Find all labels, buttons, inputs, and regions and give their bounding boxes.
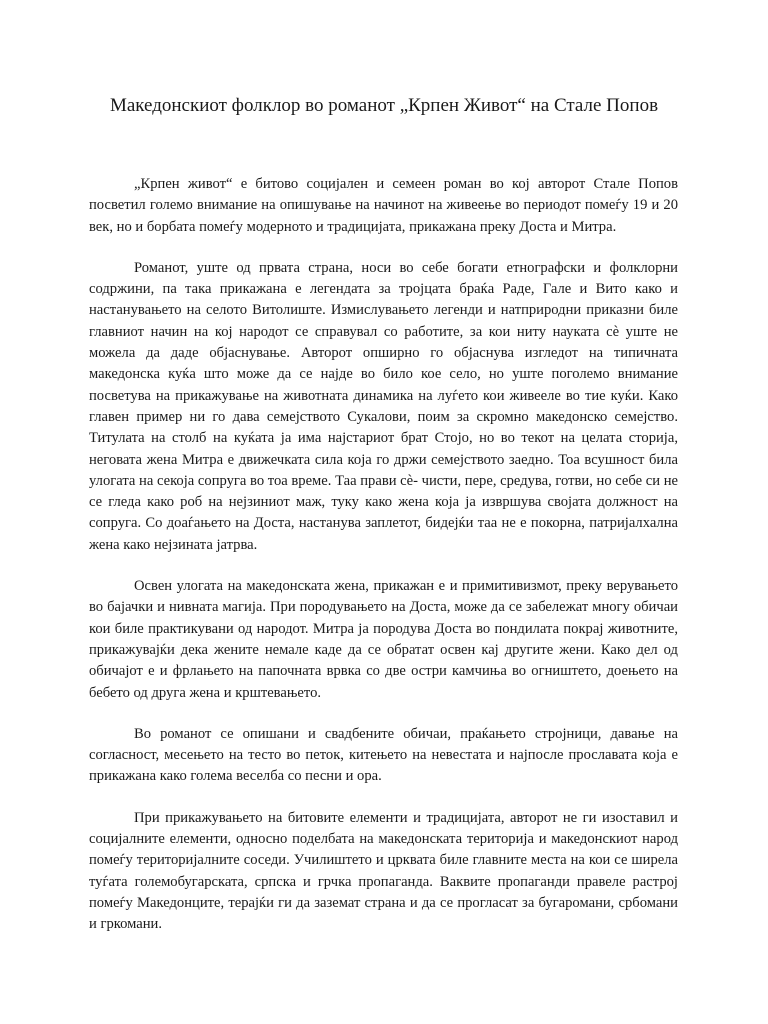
paragraph-5: При прикажувањето на битовите елементи и традицијата, авторот не ги изоставил и социјалните елементи, односно поделбата на македонската територија и македонскиот народ помеѓу териториjалните соседи. Училиштето и црквата биле главните места на кои се ширела туѓата големобугарската, српска и грчка пропаганда. Ваквите пропаганди правеле растрој помеѓу Македонците, терајќи ги да заземат страна и да се прогласат за бугаромани, србомани и гркомани.: [89, 809, 678, 933]
paragraph-4: Во романот се опишани и свадбените обичаи, праќањето стројници, давање на согласност, месењето на тесто во петок, китењето на невестата и најпосле прославата која е прикажана како голема веселба со песни и ора.: [89, 725, 678, 785]
document-body: [89, 174, 678, 956]
paragraph-2: Романот, уште од првата страна, носи во себе богати етнографски и фолклорни содржини, па така прикажана е легендата за тројцата браќа Раде, Гале и Вито како и настанувањето на селото Витолиште. Измислувањето легенди и натприродни приказни биле главниот начин на кој народот се справувал со работите, за кои ниту науката сè уште не можела да даде објаснување. Авторот опширно го објаснува изгледот на типичната македонска куќа што може да се најде во било кое село, но уште поголемо внимание посветува на прикажување на животната динамика на луѓето кои живееле во тие куќи. Како главен пример ни го дава семејството Сукалови, поим за скромно македонско семејство. Титулата на столб на куќата ја има најстариот брат Стојо, но во текот на целата сторија, неговата жена Митра е движечката сила која го држи семејството заедно. Тоа всушност била улогата на секоја сопруга во тоа време. Таа прави сè- чисти, пере, средува, готви, но себе си не се гледа како роб на нејзиниот маж, туку како жена која ја извршува својата должност на сопруга. Со доаѓањето на Доста, настанува заплетот, бидејќи таа не е покорна, патријалхална жена како нејзината јатрва.: [89, 259, 678, 553]
paragraph-3: Освен улогата на македонската жена, прикажан е и примитивизмот, преку верувањето во бајачки и нивната магија. При породувањето на Доста, може да се забележат многу обичаи кои биле практикувани од народот. Митра ја породува Доста во пондилата покрај животните, прикажувајќи дека жените немале каде да се обратат освен кај другите жени. Како дел од обичајот е и фрлањето на папочната врвка со две остри камчиња во огништето, доењето на бебето од друга жена и крштевањето.: [89, 578, 678, 701]
document-title: Македонскиот фолклор во романот „Крпен Живот“ на Стале Попов: [109, 95, 659, 116]
paragraph-1: „Крпен живот“ е битово социјален и семеен роман во кој авторот Стале Попов посветил големо внимание на опишување на начинот на живеење во периодот помеѓу 19 и 20 век, но и борбата помеѓу модерното и традицијата, прикажана преку Доста и Митра.: [89, 176, 678, 235]
